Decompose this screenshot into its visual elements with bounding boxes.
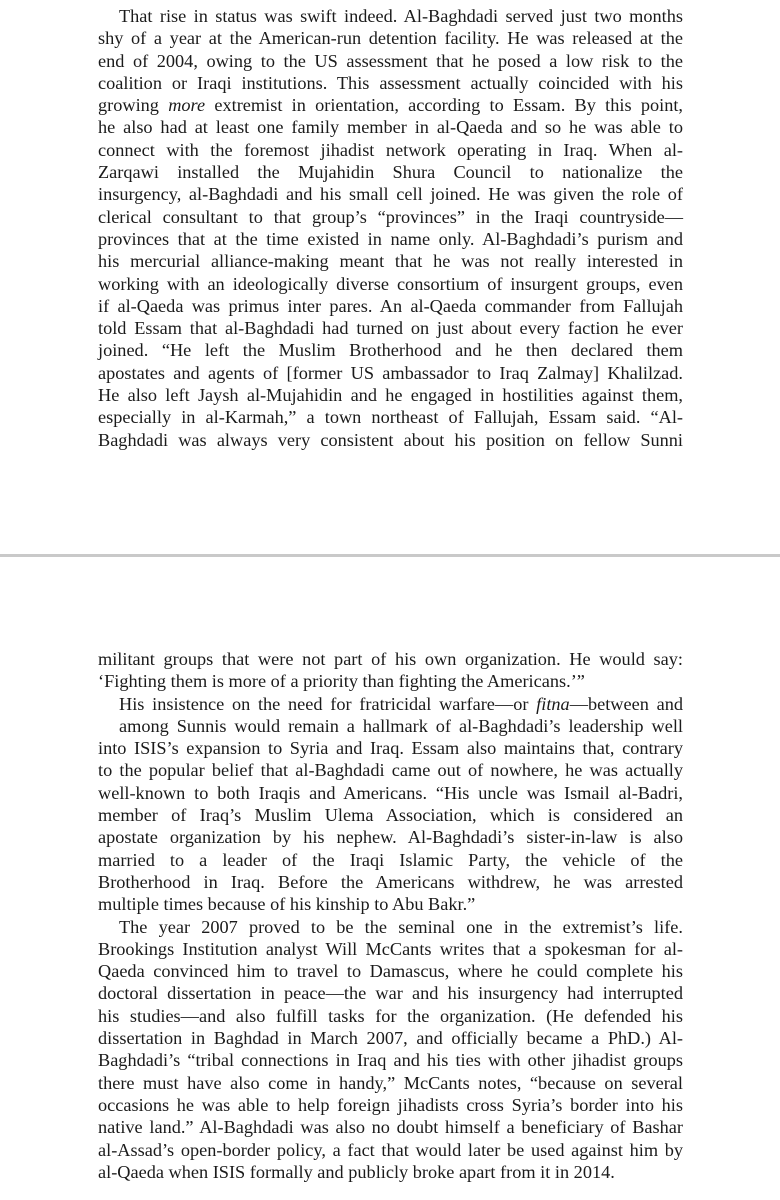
text-line: He also left Jaysh al-Mujahidin and he engaged in hostilities against them, xyxy=(98,385,683,406)
text-line: shy of a year at the American-run detention facility. He was released at the xyxy=(98,28,683,49)
text-line: coalition or Iraqi institutions. This assessment actually coincided with his xyxy=(98,72,683,93)
text-line: Baghdadi’s “tribal connections in Iraq and his ties with other jihadist groups xyxy=(98,1050,683,1071)
text-line: The year 2007 proved to be the seminal one in the extremist’s life. xyxy=(119,916,683,937)
text-line: his studies—and also fulfill tasks for the organization. (He defended his xyxy=(98,1005,683,1026)
text-line: his mercurial alliance-making meant that he was not really interested in xyxy=(98,251,683,272)
text-line: joined. “He left the Muslim Brotherhood and he then declared them xyxy=(98,340,683,361)
text-line: he also had at least one family member in al-Qaeda and so he was able to xyxy=(98,117,683,138)
text-line: militant groups that were not part of his own organization. He would say: xyxy=(98,649,683,669)
text-line: occasions he was able to help foreign jihadists cross Syria’s border into his xyxy=(98,1094,683,1115)
text-line: end of 2004, owing to the US assessment that he posed a low risk to the xyxy=(98,50,683,71)
text-line: apostates and agents of [former US ambassador to Iraq Zalmay] Khalilzad. xyxy=(98,362,683,383)
text-line: to the popular belief that al-Baghdadi came out of nowhere, he was actually xyxy=(98,760,683,781)
text-line: if al-Qaeda was primus inter pares. An al-Qaeda commander from Fallujah xyxy=(98,295,683,316)
text-line: apostate organization by his nephew. Al-Baghdadi’s sister-in-law is also xyxy=(98,827,683,848)
page-separator xyxy=(0,554,780,557)
text-line: Baghdadi was always very consistent about his position on fellow Sunni xyxy=(98,429,683,450)
text-line: working with an ideologically diverse consortium of insurgent groups, even xyxy=(98,273,683,294)
text-line: Qaeda convinced him to travel to Damascus, where he could complete his xyxy=(98,961,683,982)
text-line: al-Assad’s open-border policy, a fact that would later be used against him by xyxy=(98,1139,683,1160)
page-top xyxy=(0,0,780,555)
text-line: His insistence on the need for fratricidal warfare—or fitna—between and xyxy=(119,693,683,714)
text-line: especially in al-Karmah,” a town northeast of Fallujah, Essam said. “Al- xyxy=(98,407,683,428)
text-line: native land.” Al-Baghdadi was also no doubt himself a beneficiary of Bashar xyxy=(98,1117,683,1138)
text-line: member of Iraq’s Muslim Ulema Association, which is considered an xyxy=(98,805,683,826)
page-top-text xyxy=(98,5,683,451)
text-line: That rise in status was swift indeed. Al-Baghdadi served just two months xyxy=(119,6,683,26)
text-line: Brotherhood in Iraq. Before the Americans withdrew, he was arrested xyxy=(98,871,683,892)
text-line: into ISIS’s expansion to Syria and Iraq. Essam also maintains that, contrary xyxy=(98,738,683,759)
page-bottom xyxy=(0,558,780,1200)
text-line: Brookings Institution analyst Will McCants writes that a spokesman for al- xyxy=(98,938,683,959)
text-line: connect with the foremost jihadist network operating in Iraq. When al- xyxy=(98,139,683,160)
text-line: growing more extremist in orientation, according to Essam. By this point, xyxy=(98,95,683,116)
text-line: clerical consultant to that group’s “provinces” in the Iraqi countryside— xyxy=(98,206,683,227)
text-line: doctoral dissertation in peace—the war and his insurgency had interrupted xyxy=(98,983,683,1004)
text-line: well-known to both Iraqis and Americans. “His uncle was Ismail al-Badri, xyxy=(98,782,683,803)
page-bottom-text xyxy=(98,648,683,1183)
text-line: dissertation in Baghdad in March 2007, and officially became a PhD.) Al- xyxy=(98,1028,683,1049)
text-line: there must have also come in handy,” McCants notes, “because on several xyxy=(98,1072,683,1093)
text-line: married to a leader of the Iraqi Islamic Party, the vehicle of the xyxy=(98,849,683,870)
text-line: insurgency, al-Baghdadi and his small cell joined. He was given the role of xyxy=(98,184,683,205)
text-line: among Sunnis would remain a hallmark of al-Baghdadi’s leadership well xyxy=(119,715,683,736)
text-line: al-Qaeda when ISIS formally and publicly broke apart from it in 2014. xyxy=(98,1161,615,1182)
text-line: provinces that at the time existed in name only. Al-Baghdadi’s purism and xyxy=(98,228,683,249)
text-line: multiple times because of his kinship to Abu Bakr.” xyxy=(98,894,476,915)
text-line: ‘Fighting them is more of a priority than fighting the Americans.’” xyxy=(98,671,585,692)
text-line: told Essam that al-Baghdadi had turned on just about every faction he ever xyxy=(98,318,683,339)
text-line: Zarqawi installed the Mujahidin Shura Council to nationalize the xyxy=(98,162,683,183)
